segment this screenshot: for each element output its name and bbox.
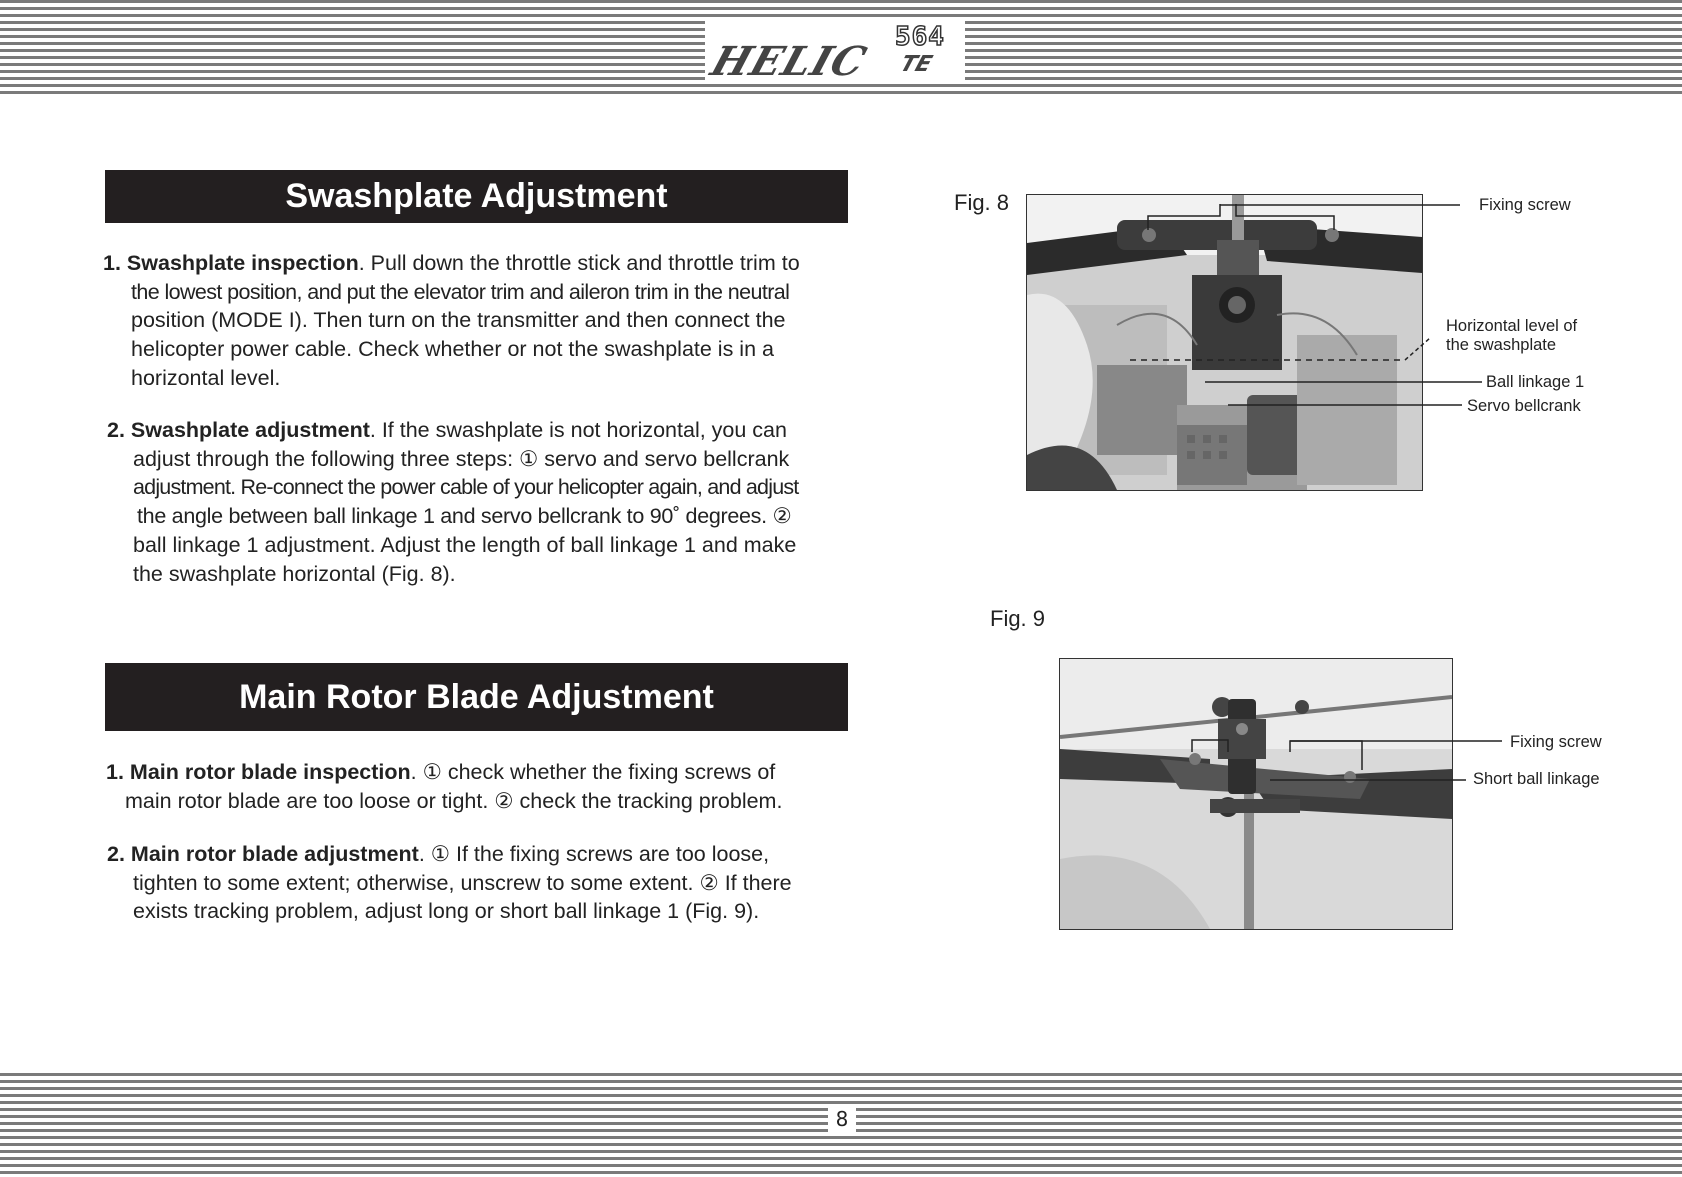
rotor-adjustment-paragraph <box>103 840 853 926</box>
paragraph-line: adjustment. Re-connect the power cable of your helicopter again, and adjust <box>133 475 799 500</box>
fig8-illustration <box>1027 195 1422 490</box>
paragraph-line: 2. Main rotor blade adjustment. ① If the fixing screws are too loose, <box>107 842 770 866</box>
paragraph-line: the angle between ball linkage 1 and servo bellcrank to 90˚ degrees. ② <box>137 504 792 529</box>
fig8-callout-horizontal-level-1: Horizontal level of <box>1446 317 1578 335</box>
rotor-inspection-paragraph <box>103 758 853 815</box>
paragraph-line: 1. Main rotor blade inspection. ① check whether the fixing screws of <box>106 760 776 784</box>
fig9-callout-fixing-screw: Fixing screw <box>1510 733 1602 751</box>
section-title-swashplate: Swashplate Adjustment <box>105 170 848 223</box>
fig9-label: Fig. 9 <box>990 606 1046 631</box>
paragraph-line: the lowest position, and put the elevator trim and aileron trim in the neutral <box>131 279 790 304</box>
paragraph-line: position (MODE I). Then turn on the transmitter and then connect the <box>131 308 786 333</box>
paragraph-line: 1. Swashplate inspection. Pull down the throttle stick and throttle trim to <box>103 251 800 275</box>
paragraph-heading: Main rotor blade inspection <box>129 760 411 784</box>
paragraph-line: ball linkage 1 adjustment. Adjust the length of ball linkage 1 and make <box>133 532 797 557</box>
fig9-illustration <box>1060 659 1452 929</box>
fig8-callout-horizontal-level-2: the swashplate <box>1446 336 1557 354</box>
swashplate-inspection-paragraph <box>103 249 853 393</box>
fig8-callout-servo-bellcrank: Servo bellcrank <box>1467 397 1581 415</box>
logo-script-text: HELIC <box>705 38 873 85</box>
fig8-callout-ball-linkage: Ball linkage 1 <box>1486 373 1585 391</box>
brand-logo <box>705 20 965 85</box>
paragraph-line: tighten to some extent; otherwise, unscrew to some extent. ② If there <box>133 870 792 895</box>
logo-subtitle: TE <box>896 52 936 77</box>
swashplate-adjustment-paragraph <box>103 416 853 588</box>
fig9-callout-short-ball-linkage: Short ball linkage <box>1473 770 1600 788</box>
paragraph-line: exists tracking problem, adjust long or short ball linkage 1 (Fig. 9). <box>133 899 760 924</box>
logo-model-number: 564 <box>895 22 945 52</box>
section-title-main-rotor: Main Rotor Blade Adjustment <box>105 663 848 731</box>
paragraph-line: adjust through the following three steps: ① servo and servo bellcrank <box>133 446 790 471</box>
paragraph-line: 2. Swashplate adjustment. If the swashplate is not horizontal, you can <box>107 418 787 442</box>
fig8-photo <box>1026 194 1423 491</box>
fig8-label: Fig. 8 <box>954 190 1010 215</box>
paragraph-heading: Main rotor blade adjustment <box>130 842 419 866</box>
page-number: 8 <box>828 1106 856 1133</box>
paragraph-line: helicopter power cable. Check whether or not the swashplate is in a <box>131 337 774 362</box>
paragraph-heading: Swashplate adjustment <box>130 418 370 442</box>
paragraph-line: horizontal level. <box>131 365 281 390</box>
paragraph-heading: Swashplate inspection <box>126 251 359 275</box>
paragraph-line: the swashplate horizontal (Fig. 8). <box>133 561 456 586</box>
fig9-photo <box>1059 658 1453 930</box>
fig8-callout-fixing-screw: Fixing screw <box>1479 196 1571 214</box>
paragraph-line: main rotor blade are too loose or tight. ② check the tracking problem. <box>125 788 783 813</box>
